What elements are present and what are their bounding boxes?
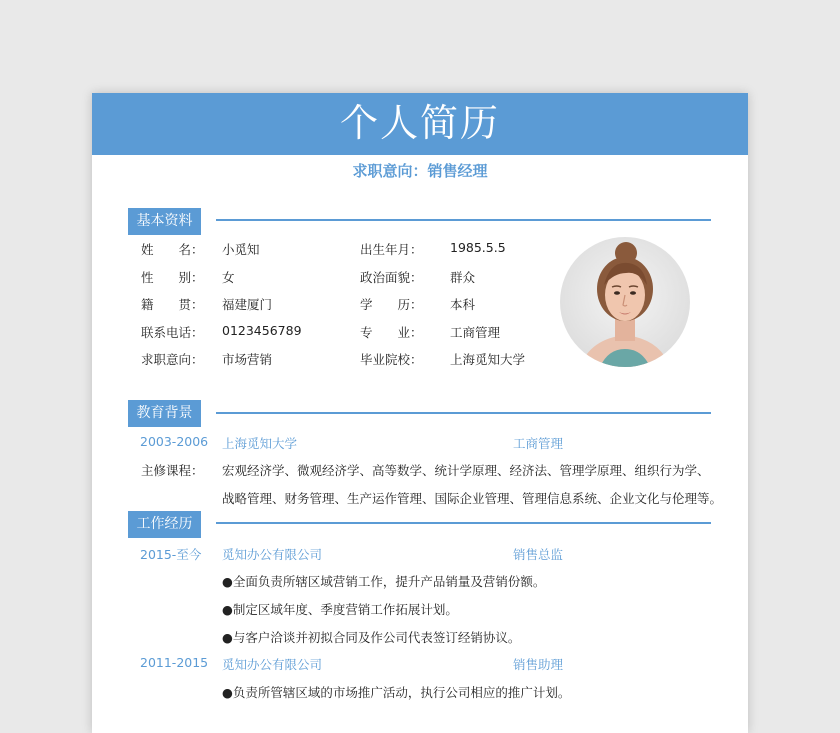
section-education-divider [216,412,711,414]
origin-label: 籍 贯： [141,297,204,312]
work-role: 销售总监 [513,547,564,562]
work-duty: ●与客户洽谈并初拟合同及作公司代表签订经销协议。 [222,630,521,645]
origin-value: 福建厦门 [222,297,273,312]
school-value: 上海觅知大学 [450,352,526,367]
school-label: 毕业院校： [360,352,423,367]
section-education-tag: 教育背景 [128,400,201,427]
degree-label: 学 历： [360,297,423,312]
education-period: 2003-2006 [140,434,209,449]
section-basic-tag: 基本资料 [128,208,201,235]
work-duty: ●全面负责所辖区域营销工作，提升产品销量及营销份额。 [222,574,546,589]
courses-line-2: 战略管理、财务管理、生产运作管理、国际企业管理、管理信息系统、企业文化与伦理等。 [222,491,723,506]
resume-page [92,93,748,733]
work-period: 2015-至今 [140,547,202,562]
section-work-tag: 工作经历 [128,511,201,538]
work-company: 觅知办公有限公司 [222,547,323,562]
intent-value: 市场营销 [222,352,273,367]
job-objective: 求职意向：销售经理 [352,162,488,180]
portrait-photo [560,237,690,367]
education-school: 上海觅知大学 [222,436,298,451]
work-company: 觅知办公有限公司 [222,657,323,672]
name-value: 小觅知 [222,242,260,257]
phone-value: 0123456789 [222,323,302,338]
politics-label: 政治面貌： [360,270,423,285]
major-label: 专 业： [360,325,423,340]
work-duty: ●制定区域年度、季度营销工作拓展计划。 [222,602,458,617]
degree-value: 本科 [450,297,476,312]
gender-value: 女 [222,270,235,285]
resume-title: 个人简历 [92,93,748,155]
name-label: 姓 名： [141,242,204,257]
birth-label: 出生年月： [360,242,423,257]
major-value: 工商管理 [450,325,501,340]
gender-label: 性 别： [141,270,204,285]
work-period: 2011-2015 [140,655,209,670]
work-role: 销售助理 [513,657,564,672]
section-work-divider [216,522,711,524]
education-major: 工商管理 [513,436,564,451]
courses-label: 主修课程： [141,463,204,478]
work-duty: ●负责所管辖区域的市场推广活动，执行公司相应的推广计划。 [222,685,571,700]
courses-line-1: 宏观经济学、微观经济学、高等数学、统计学原理、经济法、管理学原理、组织行为学、 [222,463,710,478]
birth-value: 1985.5.5 [450,240,506,255]
section-basic-divider [216,219,711,221]
phone-label: 联系电话： [141,325,204,340]
intent-label: 求职意向： [141,352,204,367]
politics-value: 群众 [450,270,476,285]
